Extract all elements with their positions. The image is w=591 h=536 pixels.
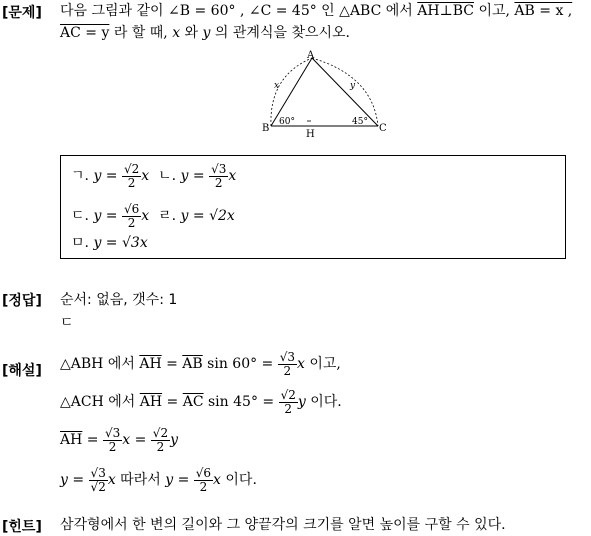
problem-text: 라 할 때, <box>109 25 173 41</box>
denominator: 2 <box>156 440 165 454</box>
foot-h-label: H <box>306 129 315 138</box>
expl-text: 이고, <box>304 356 341 372</box>
denominator: 2 <box>127 176 136 190</box>
explanation-line-3 <box>60 426 178 454</box>
choice-row-3 <box>71 234 148 252</box>
expl-lhs: y = <box>165 472 194 488</box>
numerator: √2 <box>123 162 140 176</box>
expl-fraction <box>151 426 170 454</box>
expl-fraction <box>194 466 213 494</box>
choice-mark: ㅁ. <box>71 235 89 251</box>
expl-fraction <box>89 466 108 494</box>
expl-var: x <box>122 432 131 448</box>
denominator: 2 <box>283 364 292 378</box>
denominator: 2 <box>108 440 117 454</box>
triangle-figure <box>255 46 395 138</box>
seg-ah: $\overline{AH}$ <box>139 356 162 372</box>
expl-fraction <box>279 388 298 416</box>
expl-text: △ACH 에서 <box>60 394 140 410</box>
numerator: √3 <box>104 426 121 440</box>
expl-fraction <box>103 426 122 454</box>
var-x: x <box>172 25 181 41</box>
expl-text: = <box>162 394 183 410</box>
choice-lhs: y = <box>180 168 205 184</box>
numerator: √3 <box>90 466 106 480</box>
choice-lhs: y = <box>93 235 118 251</box>
side-ab <box>271 58 312 126</box>
perpendicular-condition: AH⊥BC <box>417 3 475 19</box>
choice-lhs: y = <box>180 208 205 224</box>
side-ac <box>312 58 378 126</box>
denominator: 2 <box>214 176 223 190</box>
triangle-name: △ABC <box>339 3 382 19</box>
numerator: √2 <box>152 426 169 440</box>
seg-ac: $\overline{AC}$ <box>182 394 204 410</box>
denominator: 2 <box>199 480 208 494</box>
side-y-label: y <box>350 81 356 91</box>
vertex-a-label: A <box>307 50 315 61</box>
hint-tag: [힌트] <box>2 519 42 535</box>
explanation-line-1 <box>60 350 341 378</box>
choice-row-1 <box>71 162 236 190</box>
angle-c-label: 45° <box>352 117 368 127</box>
choice-row-2 <box>71 202 235 230</box>
explanation-line-2 <box>60 388 342 416</box>
expl-text: = <box>82 432 103 448</box>
expl-text: sin 60° = <box>202 356 278 372</box>
problem-line-1 <box>60 2 572 20</box>
side-x-label: x <box>274 81 280 91</box>
ac-condition: AC = y <box>60 25 110 41</box>
choice-var: x <box>141 208 150 224</box>
problem-text: 인 <box>316 3 340 19</box>
expl-var: x <box>297 356 305 372</box>
answer-tag: [정답] <box>2 293 42 309</box>
choice-lhs: y = <box>93 168 118 184</box>
expl-text: 이다. <box>305 394 342 410</box>
denominator: 2 <box>127 216 136 230</box>
hint-text: 삼각형에서 한 변의 길이와 그 양끝각의 크기를 알면 높이를 구할 수 있다. <box>60 517 506 533</box>
numerator: √6 <box>123 202 140 216</box>
answer-line-2: ㄷ <box>60 315 74 331</box>
numerator: √3 <box>211 162 227 176</box>
denominator: √2 <box>90 480 106 494</box>
problem-text: 다음 그림과 같이 <box>60 3 169 19</box>
seg-ah: $\overline{AH}$ <box>139 394 163 410</box>
vertex-b-label: B <box>262 123 270 134</box>
choice-mark: ㄴ. <box>158 168 177 184</box>
choice-var: x <box>141 168 150 184</box>
expl-lhs: y = <box>60 472 89 488</box>
choice-fraction <box>122 162 141 190</box>
choice-lhs: y = <box>93 208 118 224</box>
problem-text: 이고, <box>474 3 515 19</box>
expl-text: = <box>161 356 183 372</box>
numerator: √6 <box>195 466 212 480</box>
expl-var: x <box>213 472 221 488</box>
expl-var: x <box>107 472 116 488</box>
problem-text: 와 <box>180 25 203 41</box>
expl-text: 따라서 <box>115 472 166 488</box>
choice-fraction <box>122 202 141 230</box>
seg-ab: $\overline{AB}$ <box>182 356 203 372</box>
explanation-line-4 <box>60 466 257 494</box>
expl-text: sin 45° = <box>203 394 279 410</box>
expl-fraction <box>278 350 297 378</box>
choice-expr: √3x <box>121 235 148 251</box>
problem-tag: [문제] <box>2 5 42 21</box>
choice-fraction <box>209 162 228 190</box>
angle-condition: ∠B = 60° , ∠C = 45° <box>168 3 317 19</box>
numerator: √3 <box>279 350 296 364</box>
answer-line-1: 순서: 없음, 갯수: 1 <box>60 292 178 308</box>
denominator: 2 <box>284 402 293 416</box>
choice-var: x <box>228 168 237 184</box>
explanation-tag: [해설] <box>2 363 42 379</box>
expl-text: = <box>130 432 151 448</box>
expl-var: y <box>170 432 178 448</box>
expl-text: △ABH 에서 <box>60 356 140 372</box>
seg-ah: $\overline{AH}$ <box>60 432 83 448</box>
ab-condition: AB = x , <box>514 3 573 19</box>
expl-var: y <box>297 394 306 410</box>
vertex-c-label: C <box>379 123 387 134</box>
choice-expr: √2x <box>209 208 235 224</box>
problem-text: 에서 <box>381 3 418 19</box>
var-y: y <box>202 25 211 41</box>
problem-line-2 <box>60 24 350 42</box>
choice-mark: ㄹ. <box>158 208 177 224</box>
problem-text: 의 관계식을 찾으시오. <box>210 25 350 41</box>
choices-box <box>60 155 566 259</box>
numerator: √2 <box>280 388 296 402</box>
expl-text: 이다. <box>220 472 257 488</box>
choice-mark: ㄱ. <box>71 168 89 184</box>
angle-b-label: 60° <box>279 117 295 127</box>
choice-mark: ㄷ. <box>71 208 89 224</box>
